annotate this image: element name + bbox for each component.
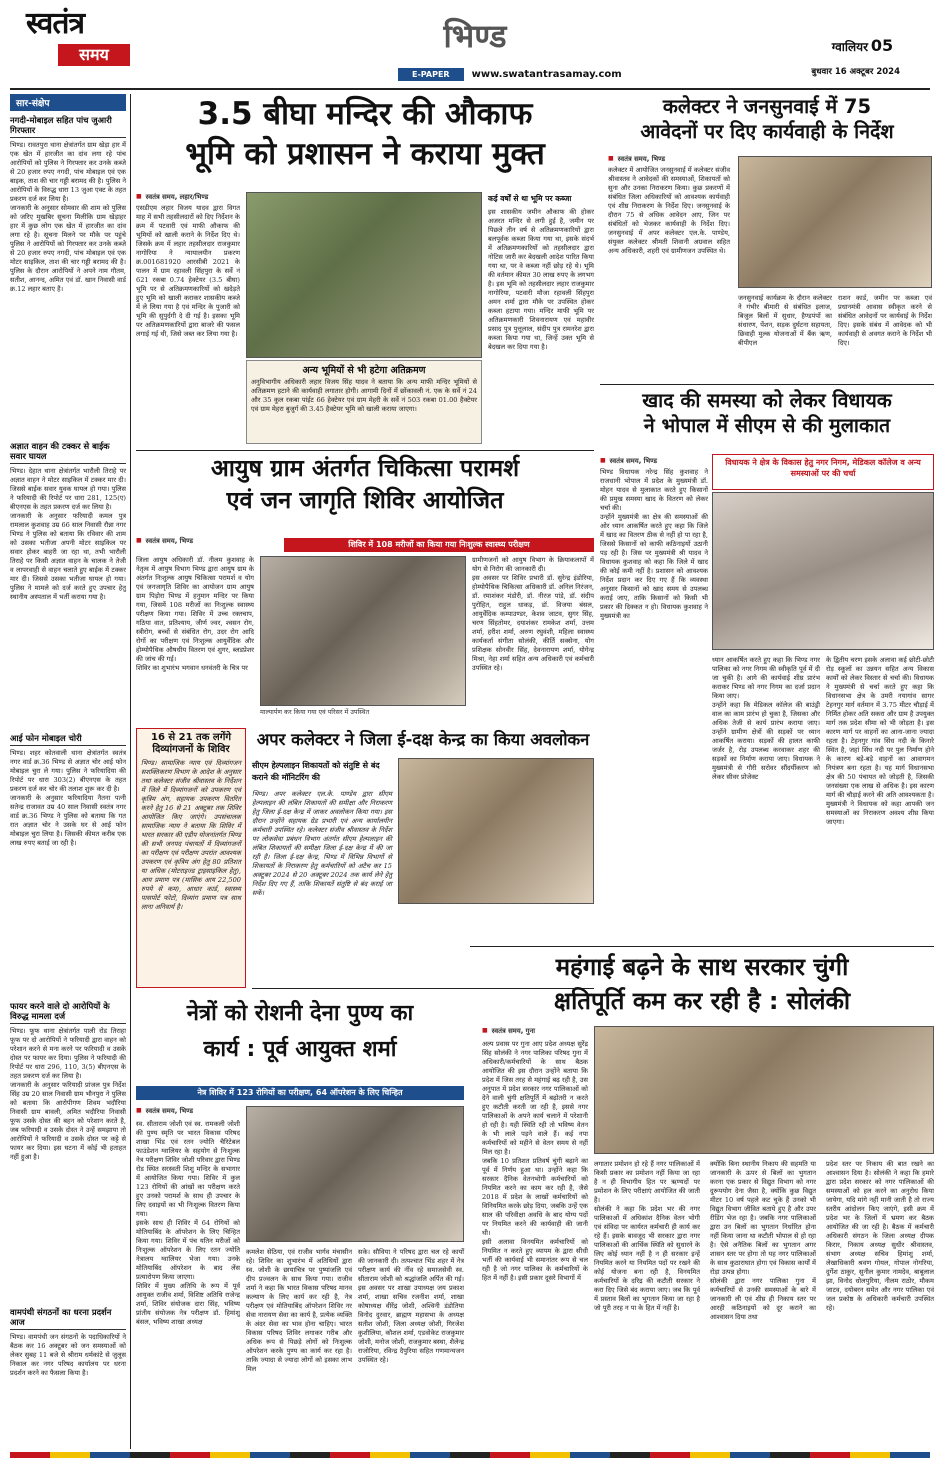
- article-photo-hearing: [738, 156, 932, 288]
- article-byline: ■ स्वतंत्र समय, भिण्ड: [136, 1106, 246, 1115]
- box-body: भिण्ड। सामाजिक न्याय एवं दिव्यांगजन सशक्तिकरण विभाग के आदेश के अनुसार तथा कलेक्टर संजीव श्रीवास्तव के निर्देशन में जिले में दिव्यांगजनों को उपकरण एवं कृत्रिम अंग, सहायक उपकरण वितरित करने हेतु 16 से 21 अक्टूबर तक शिविर आयोजित किए जाएंगे। उपसंचालक सामाजिक न्याय ने बताया कि शिविर में भारत सरकार की एडीप योजनांतर्गत भिण्ड की सभी जनपद पंचायतों में दिव्यांगजनों का परीक्षण एवं परीक्षण उपरांत आवश्यक उपकरण एवं कृत्रिम अंग हेतु 80 प्रतिशत या अधिक (मोटराइज्ड ट्राइसाइकिल हेतु), आय प्रमाण पत्र (मासिक आय 22,500 रुपये से कम), आधार कार्ड, स्वास्थ्य पासपोर्ट फोटो, दिव्यांग प्रमाण पत्र साथ लाना अनिवार्य है।: [141, 759, 244, 911]
- photo-caption: माल्यार्पण कर किया गया एवं परिसर में उपस्थित: [260, 708, 370, 716]
- logo-top-word: स्वतंत्र: [26, 6, 85, 41]
- article-photo-field: [246, 192, 482, 358]
- article-photo-camp: [260, 556, 466, 706]
- sidebar-item-title: नगदी-मोबाइल सहित पांच जुआरी गिरफ्तार: [10, 115, 126, 138]
- sidebar-header: सार-संक्षेप: [10, 94, 126, 111]
- headline-line: आवेदनों पर दिए कार्यवाही के निर्देश: [640, 120, 894, 143]
- page-number: 05: [870, 36, 894, 55]
- article-body: स्व. सीताराम जोशी एवं स्व. रामकली जोशी की पुण्य स्मृति पर भारत विकास परिषद शाखा भिंड एवं रतन ज्योति चैरिटेबल फाउंडेशन ग्वालियर के सहयोग से निःशुल्क नेत्र परीक्षण शिविर जोशी परिवार द्वारा भिण्ड रोड स्थित सरस्वती शिशु मन्दिर के सभागार में आयोजित किया गया। शिविर में कुल 123 रोगियों की आंखों का परीक्षण करते हुए उनको परामर्श के साथ ही उपचार के लिए दवाइयों का भी निःशुल्क वितरण किया गया। इसके साथ ही शिविर में 64 रोगियों को मोतियाबिंद के ऑपरेशन के लिए चिन्हित किया गया। शिविर में पंच यतिन मरीजों को निःशुल्क ऑपरेशन के लिए रतन ज्योति नेत्रालय ग्वालियर भेजा गया। उनके मोतियाबिंद ऑपरेशन के बाद लेंस प्रत्यारोपण किया जाएगा। शिविर में मुख्य अतिथि के रूप में पूर्व आयुक्त राजीव शर्मा, विशिष्ट अतिथि राजेन्द्र शर्मा, शिविर संयोजक दारा सिंह, भविष्य प्रांतीय संयोजक नेत्र परीक्षण डॉ. हिमांशु बंसल, भविष्य शाखा अध्यक्ष: [136, 1120, 240, 1326]
- headline-line: खाद की समस्या को लेकर विधायक: [642, 389, 892, 412]
- sub-heading: कई वर्षों से था भूमि पर कब्जा: [488, 194, 572, 203]
- edition-name: भिण्ड: [443, 17, 507, 55]
- article-photo-office: [398, 758, 594, 904]
- article-body: जनसुनवाई कार्यक्रम के दौरान कलेक्टर ने गंभीर बीमारी से संबंधित इलाज, बिजुल बिलों में सुधार, हैण्डपंपों का संधारण, पेंशन, सड़क दुर्घटना सहायता, छिवाही मुल्क योजनाओं में बैंक ऋण, बीपीएल: [738, 294, 835, 347]
- article-photo-eye-camp: [246, 1106, 464, 1242]
- article-collector: [600, 94, 934, 380]
- article-photo-meeting-hall: [594, 1026, 934, 1154]
- article-headline: [600, 94, 934, 144]
- sidebar-item-body: भिण्ड। शहर कोतवाली थाना क्षेत्रांतर्गत स्वतंत्र नगर वार्ड क्र.36 भिण्ड से अज्ञात चोर आई फोन मोबाइल चुरा ले गया। पुलिस ने फरियादिया की रिपोर्ट पर धारा 303(2) बीएनएस के तहत प्रकरण दर्ज कर चोर की तलाश शुरू कर दी है। जानकारी के अनुसार फरियादिया नैतना पत्नी सतेन्द्र राजावत उम्र 40 साल निवासी स्वतंत्र नगर वार्ड क्र.36 भिण्ड ने पुलिस को बताया कि गत रात अज्ञात चोर ने उसके घर से आई फोन मोबाइल चुरा लिया है। जिसकी कीमत करीब एक लाख रुपए बताई जा रही है।: [10, 749, 126, 847]
- sidebar-item: [10, 115, 126, 435]
- red-strap: शिविर में 108 मरीजों का किया गया निःशुल्क स्वास्थ्य परीक्षण: [284, 538, 594, 552]
- sidebar-item-body: भिण्ड। फूफ थाना क्षेत्रांतर्गत पाली रोड तिराहा फूफ पर दो आरोपियों ने फरियादी द्वारा वाहन को परेशान करने से मना करने पर फरियादी व उसके दोस्त पर फायर कर दिया। पुलिस ने फरियादी की रिपोर्ट पर धारा 296, 110, 3(5) बीएनएस के तहत प्रकरण दर्ज कर लिया है। जानकारी के अनुसार फरियादी प्रांजल पुत्र निर्देश सिंह उम्र 20 साल निवासी ग्राम भौनपुरा ने पुलिस को बताया कि आरोपीगण शिवम भदौरिया निवासी ग्राम बावली, अमित भदौरिया निवासी फूफ उसके दोस्त की बहन को परेशान करते है, जब फरियादी व उसके दोस्त ने उन्हें समझाया तो आरोपियों ने फरियादी व उसके दोस्त पर कट्टे से फायर कर दिया। इस घटना में कोई भी हताहत नहीं हुआ है।: [10, 1027, 126, 1161]
- article-ayush: [136, 450, 594, 722]
- article-body: कलेक्टर में आयोजित जनसुनवाई में कलेक्टर संजीव श्रीवास्तव ने आवेदकों की समस्याओं, शिकायतों को सुना और उनका निराकरण किया। कुछ प्रकरणों में संबंधित जिला अधिकारियों को आवश्यक कार्यवाही एवं शीघ्र निराकरण के निर्देश दिए। जनसुनवाई के दौरान 75 से अधिक आवेदन आए, जिन पर संबंधितों को भेजकर कार्यवाही के निर्देश दिए। जनसुनवाई में अपर कलेक्टर एल.के. पाण्डेय, संयुक्त कलेक्टर श्रीमती शिवानी अग्रवाल सहित अन्य अधिकारी, शहरी एवं ग्रामीणजन उपस्थित थे।: [608, 166, 733, 255]
- article-body: क्योंकि बिना स्थानीय निकाय की सहमति या जानकारी के ऊपर से बिलों का भुगतान करना एक प्रकार से विद्युत विभाग को नगर दुरूपयोग देना जैसा है, क्योंकि कुछ विद्युत मीटर 10 वर्ष पहले कट चुके हैं उनको भी विद्युत विभाग जीवित बताये हुए है और उपर रीडिंग भेज रहा है। जबकि नगर पालिकाओं द्वारा उन बिलों का भुगतान निर्धारित होना नहीं किया जाना था कटौती भोपाल से हो रहा है। ऐसे अनैतिक बिलों का भुगतान अगर शासन स्तर पर होगा तो यह नगर पालिकाओं के साथ कुठाराघात होगा एवं विकास कार्यों में रोड़ा उत्पन्न होगा। सोलंकी द्वारा नगर पालिका गुना में कर्मचारियों से उनकी समस्याओं के बारे में जानकारी ली एवं शीघ्र ही निकाय स्तर पर आरही कठिनाइयों को दूर कराने का आश्वासन दिया तथा: [710, 1160, 816, 1321]
- article-body: लगातार प्रमोशन हो रहे हैं नगर पालिकाओं में किसी प्रकार का प्रमोशन नहीं किया जा रहा है न ही विभागीय हित पर ऋण्यदों पर प्रमोशन के लिए परीक्षाएं आयोजित की जाती है। सोलंकी ने कहा कि प्रदेश भर की नगर पालिकाओं में अधिकांश दैनिक वेतन भोगी एवं संविदा पर कार्यरत कर्मचारी ही कार्य कर रहे हैं। इसके बावजूद भी सरकार द्वारा नगर पालिकाओं की आर्थिक स्थिति को सुधारने के लिए कोई ध्यान नहीं है न ही सरकार इन्हें नियमित करने या नियमित पदों पर रखने की कोई योजना बना रही है, विनयमित कर्मचारियों के दरिद्र की कटौती सरकार ने करा दिए जिसे बंद कराया जाए। जब कि पूर्व में प्रस्ताव बिलों का भुगतान किया जा रहा है जो पूरी तरह न पा के हित में नहीं है।: [594, 1160, 700, 1312]
- article-photo-meeting: [712, 492, 934, 650]
- headline-line: नेत्रों को रोशनी देना पुण्य का: [186, 1001, 414, 1026]
- headline-line: ने भोपाल में सीएम से की मुलाकात: [643, 414, 891, 437]
- sidebar-item: [10, 1001, 126, 1301]
- article-body: इस शासकीय जमीन औकाफ की होकर अजरत मन्दिर से लगी हुई है, जमीन पर पिछले तीन वर्ष से अतिक्रमणकारियों द्वारा बलपूर्वक कब्जा किया गया था, इसके संदर्भ में अतिक्रमणकारियों को तहसीलदार द्वारा नोटिस जारी कर बेदखली आदेश पारित किया गया था, पर वे कब्जा नहीं छोड़ रहे थे। भूमि की वर्तमान कीमत 30 लाख रुपए के लगभग है। इस भूमि को तहसीलदार लहार राजकुमार नागोरिया, पटवारी मौजा रहावली सिंहपुरा अमन शर्मा द्वारा मौके पर उपस्थित होकर कब्जा हटाया गया। मन्दिर माफी भूमि पर अतिक्रमणकारी शिवनारायण एवं महावीर प्रसाद पुत्र पुत्तूलाल, संदीप पुत्र रामनरेश द्वारा कब्जा किया गया था, जिन्हें उक्त भूमि से बेदखल कर दिया गया है।: [488, 208, 597, 351]
- sidebar-divider: [130, 94, 131, 1449]
- sidebar-item-body: भिण्ड। रावतपुरा थाना क्षेत्रांतर्गत ग्राम खेड़ा हार में एक खेत में हारजीत का दांव लगा रहे पांच आरोपियों को पुलिस ने गिरफ्तार कर उनके कब्जे से 20 हजार रुपए नगदी, पांच मोबाइल एवं एक बाइक, ताश की चार गड्डी बरामद की है। पुलिस ने आरोपियों के विरुद्ध धारा 13 जुआ एक्ट के तहत प्रकरण दर्ज कर लिया है। जानकारी के अनुसार सोमवार की शाम को पुलिस को जरिए मुखबिर सूचना मिलीकि ग्राम खेड़ाहर हार में कुछ लोग एक खेत में हारजीत का दांव लगा रहे है। सूचना मिलने पर मौके पर पहुंचे पुलिस ने आरोपियों को गिरफ्तार कर उनके कब्जे से 20 हजार रुपए नगदी, पांच मोबाइल एवं एक मोटर साइकिल, ताश की चार गड्डी बरामद की है। पुलिस के दौरान आरोपियों ने अपने नाम गौतम, सतीश, आनन्द, अमित एवं डॉ. खान निवासी वार्ड क्र.12 लहार बताए है।: [10, 141, 126, 293]
- headline-line: भूमि को प्रशासन ने कराया मुक्त: [185, 136, 545, 172]
- inset-box: [246, 360, 482, 444]
- epaper-label: E-PAPER: [398, 68, 464, 81]
- article-mehangai: [470, 946, 937, 1449]
- inset-body: अनुविभागीय अधिकारी लहार विजय सिंह यादव ने बताया कि अन्य माफी मन्दिर भूमियों से अतिक्रमण हटाने की कार्यवाही लगातार होगी। आगामी दिनों में छोंकावली नं. एक के सर्वे नं 24 और 35 कुल रकबा पांईट 66 हेक्टेयर एवं ग्राम मेहरी के सर्वे नं 503 रकबा 01.00 हैक्टेयर एवं ग्राम मेहरा बुजुर्ग की 3.45 हैक्टेयर भूमि को खाली कराया जाएगा।: [251, 378, 480, 413]
- article-byline: ■ स्वतंत्र समय, भिण्ड: [608, 154, 718, 163]
- article-vidhayak: [600, 384, 937, 940]
- sidebar: [10, 94, 129, 1449]
- article-headline: [600, 388, 934, 438]
- article-top-rule: [136, 450, 594, 451]
- article-netra: [136, 996, 467, 1449]
- article-top-rule: [600, 384, 934, 385]
- brand-logo: [26, 4, 132, 84]
- article-byline: ■ स्वतंत्र समय, भिण्ड: [136, 536, 246, 545]
- sidebar-item-title: वामपंथी संगठनों का धरना प्रदर्शन आज: [10, 1307, 126, 1330]
- article-temple: [136, 94, 597, 446]
- headline-line: दिव्यांगजनों के शिविर: [152, 744, 230, 755]
- article-body: जिला आयुष अधिकारी डॉ. नीलम कुशवाह के नेतृत्व में आयुष विभाग भिण्ड द्वारा आयुष ग्राम के अंतर्गत निःशुल्क आयुष चिकित्सा परामर्श व योग एवं जनजागृति शिविर का आयोजन ग्राम आयुष ग्राम पिड़ोरा भिण्ड में हनुमान मन्दिर पर किया गया, जिसमें 108 मरीजों का निःशुल्क स्वास्थ्य परीक्षण किया गया। शिविर में उच्च रक्तचाप, गठिया वात, प्रतिश्याय, जीर्ण ज्वर, श्वसन रोग, स्त्रीरोग, बच्चों से संबंधित रोग, उदर रोग आदि रोगों का परीक्षण एवं निःशुल्क आयुर्वेदिक और होम्योपैथिक औषधीय वितरण एवं शुगर, ब्लडप्रेशर की जांच की गई। शिविर का शुभारंभ भगवान धनवंतरी के चित्र पर: [136, 556, 254, 672]
- article-body: राशन कार्ड, जमीन पर कब्जा एवं प्रधानमंत्री आवास स्वीकृत करने से संबंधित आवेदनों पर कार्यवाई के निर्देश दिए। इसके संबंध में आवेदक को भी कार्यवाही से अवगत कराने के निर्देश भी दिए।: [838, 294, 935, 347]
- article-body: अल्प प्रवास पर गुना आए प्रदेश अध्यक्ष सुरेंद्र सिंह सोलंकी ने नगर पालिका परिषद गुना में अधिकारी/कर्मचारियों के साथ बैठक आयोजित की इस दौरान उन्होंने बताया कि प्रदेश में जिस तरह से महंगाई बढ़ रही है, उस अनुपात में प्रदेश सरकार नगर पालिकाओं को देने वाली चुंगी क्षतिपूर्ति में बढ़ोतरी न करते हुए कटौती करती जा रही है, इससे नगर पालिकाओं के अपने कार्य चलाने में परेशानी हो रही है। यही स्थिति रही तो भविष्य वेतन के भी लाले पड़ने वाले हैं। कई नपा कर्मचारियों को महीने से वेतन समय से नहीं मिल रहा है। जबकि 10 प्रतिशत प्रतिवर्ष चुंगी बढ़ाने का पूर्व में निर्णय हुआ था। उन्होंने कहा कि सरकार दैनिक वेतनभोगी कर्मचारियों को नियमित करने का काम कर रही है, जैसे 2018 में प्रदेश के लाखों कर्मचारियों को विनियमित करके छोड़ दिया, जबकि उन्हें एक साल की परिवीक्षा अवधि के बाद योग्य पदों पर नियमित करने की कार्यवाही की जानी थी। इसी अलावा विनयमित कर्मचारियों को नियमित न करते हुए व्यापम के द्वारा सीधी भर्ती की कार्यवाई भी समानांतर रूप से चल रही है जो नगर पालिका के कर्मचारियों के हित में नहीं है। इसी प्रकार दूसरे विभागों में: [482, 1040, 588, 1282]
- article-body: एसडीएम लहार विजय यादव द्वारा विगत माह में सभी तहसीलदारों को दिए निर्देशन के क्रम में पटवारी एवं माफी औकाफ की भूमियों को खाली कराने के निर्देश दिए थे। जिसके क्रम में लहार तहसीलदार राजकुमार नागोरिया ने न्यायालयीन प्रकरण क्र.001681920 आरसीबी 2021 के पालन में ग्राम रहावली सिंहपुरा के सर्वे नं 621 रकबा 0.74 हेक्टेयर (3.5 बीघा) भूमि पर से अतिक्रमणकारियों को खदेड़ते हुए भूमि को खाली कराकर शासकीय कब्जे में ले लिया गया है एवं मन्दिर के पुजारी को भूमि की सुपुर्दगी दे दी गई है। इसका भूमि पर अतिक्रमणकारियों द्वारा बाजरे की फसल लगाई गई थी, जिसे जब्त कर लिया गया है।: [136, 204, 243, 338]
- headline-line: 3.5 बीघा मन्दिर की औकाफ: [197, 96, 533, 132]
- headline-line: कलेक्टर ने जनसुनवाई में 75: [662, 95, 872, 118]
- article-byline: ■ स्वतंत्र समय, लहार/भिण्ड: [136, 192, 256, 201]
- article-headline: [136, 452, 594, 516]
- article-headline: [136, 94, 594, 174]
- city-label: ग्वालियर: [831, 40, 868, 54]
- article-body: कमलेश सेठिया, एवं राजीव भार्गव मंचासीन रहे। शिविर का शुभारंभ में अतिथियों द्वारा स्व. जोशी के छायाचित्र पर पुष्पांजलि एवं दीप प्रज्वलन के साथ किया गया। राजीव शर्मा ने कहा कि भारत विकास परिषद मानव कल्याण के लिए कार्य कर रही है, नेत्र परीक्षण एवं मोतियाबिंद ऑपरेशन शिविर नर सेवा नारायण सेवा का कार्य है, प्रत्येक व्यक्ति के अंदर सेवा का भाव होना चाहिए। भारत विकास परिषद शिविर लगाकर गरीब और अधिक रूप से पिछड़े लोगों को निःशुल्क ऑपरेशन करके पुण्य का कार्य कर रहा है। ताकि ज्यादा से ज्यादा लोगों को इसका लाभ मिल: [246, 1248, 355, 1373]
- headline-line: 16 से 21 तक लगेंगे: [151, 732, 231, 743]
- sidebar-item: [10, 441, 126, 727]
- article-top-rule: [470, 946, 934, 947]
- sidebar-item-body: भिण्ड। वामपंथी जन संगठनों के पदाधिकारियों ने बैठक कर 16 अक्टूबर को जन समस्याओं को लेकर सुबह 11 बजे से श्रीराम धर्मकांटे से जुलूस निकाल कर नगर परिषद कार्यालय पर धरना प्रदर्शन करने का फैसला किया है।: [10, 1333, 129, 1377]
- article-body: प्रदेश स्तर पर निकाय की बात रखने का आश्वासन दिया है। सोलंकी ने कहा कि हमारे द्वारा प्रदेश सरकार को नगर पालिकाओं की समस्याओं को हल करने का अनुरोध किया जायेगा, यदि मांगे नहीं मानी जाती है तो राज्य स्तरीय आंदोलन किए जाएंगे, इसी क्रम में प्रदेश भर के जिलों में भ्रमण कर बैठक आयोजित की जा रही है। बैठक में कर्मचारी अधिकारी संगठन के जिला अध्यक्ष दीपक किरार, निकाय अध्यक्ष सुधीर श्रीवास्तव, संभाग अध्यक्ष सचिव हिमांशु शर्मा, लेखाधिकारी श्रवण गोयल, गोपाल नोगरिया, दुर्गेश ठाकुर, सुनील कुमार नामदेव, बाबूलाल झा, विनोद धोलपुरिया, नीलम राठोर, मौकम जाटव, दयोबरन समेत और नगर पालिका एवं जल प्रकोष्ठ के अधिकारी कर्मचारी उपस्थित रहे।: [826, 1160, 937, 1312]
- sub-heading: सीएम हेल्पलाइन शिकायतों को संतुष्टि से बंद कराने की मॉनिटरिंग की: [252, 761, 380, 782]
- headline-line: आयुष ग्राम अंतर्गत चिकित्सा परामर्श: [210, 454, 520, 482]
- article-camp-box: [136, 728, 246, 988]
- inset-heading: अन्य भूमियों से भी हटेगा अतिक्रमण: [302, 365, 426, 376]
- article-headline: [136, 996, 464, 1068]
- sidebar-item-title: अज्ञात वाहन की टक्कर से बाईक सवार घायल: [10, 441, 126, 464]
- logo-bottom-word: समय: [58, 44, 130, 66]
- headline-line: कार्य : पूर्व आयुक्त शर्मा: [203, 1037, 397, 1062]
- red-strap: नेत्र शिविर में 123 रोगियों का परीक्षण, 64 ऑपरेशन के लिए चिन्हित: [136, 1086, 464, 1100]
- article-body: भिण्ड। अपर कलेक्टर एल.के. पाण्डेय द्वारा सीएम हेल्पलाइन की लंबित शिकायतों की समीक्षा और निराकरण हेतु जिला ई-दक्ष केन्द्र में जाकर अवलोकन किया गया। इस दौरान उन्होंने सहायक ग्रेड प्रभारी एवं अन्य कार्यालयीन कर्मचारी उपस्थित रहे। कलेक्टर संजीव श्रीवास्तव के निर्देश पर लोकसेवा प्रबंधन विभाग अंतर्गत सीएम हेल्पलाइन की लंबित शिकायतों की समीक्षा जिला ई-दक्ष केन्द्र में की जा रही है। जिला ई-दक्ष केन्द्र, भिण्ड में विभिन्न विभागों से शिकायतों के निराकरण हेतु कर्मचारियों को अटैच कर 15 अक्टूबर 2024 से 20 अक्टूबर 2024 तक कार्य लेने हेतु निर्देश दिए गए हैं, ताकि शिकायतें संतुष्टि से बंद कराई जा सकें।: [252, 790, 395, 897]
- headline-line: क्षतिपूर्ति कम कर रही है : सोलंकी: [553, 987, 851, 1015]
- article-byline: ■ स्वतंत्र समय, गुना: [482, 1026, 592, 1035]
- box-headline: [141, 732, 241, 756]
- masthead-rule: [10, 88, 930, 90]
- article-body: ग्रामीणजनों को आयुष विभाग के क्रियाकलापों में योग से निरोग की जानकारी दी। इस अवसर पर शिविर प्रभारी डॉ. सुरेन्द्र इंडोरिया, होम्योपैथिक चिकित्सा अधिकारी डॉ. अनिल निरंजन, डॉ. रमाशंकर मंडोरी, डॉ. नीरज पांडे, डॉ. संदीप पुरोहित, राहुल धाकड़, डॉ. विजया बंसल, आयुर्वेदिक कम्पाउण्डर, केशव जाटव, सुगर सिंह, चरण सिंहतोमर, दयाशंकर रामकेश शर्मा, उत्तम शर्मा, हरीश शर्मा, अरुण रघुवंशी, महिला स्वास्थ्य कार्यकर्ता संगीता सोलंकी, कीर्ति सक्सेना, योग प्रशिक्षक सोनवीर सिंह, देवनारायण शर्मा, योगेन्द्र मिश्रा, नेहा शर्मा सहित अन्य अधिकारी एवं कर्मचारी उपस्थित रहे।: [472, 556, 594, 672]
- headline-line: महंगाई बढ़ने के साथ सरकार चुंगी: [555, 953, 849, 981]
- website-link[interactable]: www.swatantrasamay.com: [471, 68, 622, 80]
- article-byline: ■ स्वतंत्र समय, भिण्ड: [600, 456, 710, 465]
- sidebar-item: [10, 1307, 129, 1457]
- headline-line: एवं जन जागृति शिविर आयोजित: [226, 486, 504, 514]
- article-body: ध्यान आकर्षित करते हुए कहा कि भिण्ड नगर पालिका को नगर निगम की स्वीकृति पूर्व में दी जा चुकी है। आगे की कार्यवाई शीघ्र प्रारंभ कराकर भिण्ड को नगर निगम का दर्जा प्रदान किया जाए। उन्होंने कहा कि मेडिकल कॉलेज की बाउंड्री वाल का काम प्रारंभ हो चुका है, जिसका और अधिक तेजी से कार्य प्रारंभ कराया जाए। उन्होंने ग्रामीण क्षेत्रों की सड़कों पर ध्यान आकर्षित कराया। सड़कों की हालत काफी जर्जर है, रोड़ उपलब्ध करवाकर शहर की सड़कों का निर्माण कराया जाए। विधायक ने मुख्यमंत्री से गौरी सरोवर सौंदर्यीकरण को लेकर सीवर प्रोजेक्ट: [712, 656, 820, 781]
- article-headline: अपर कलेक्टर ने जिला ई-दक्ष केन्द्र का किया अवलोकन: [256, 730, 590, 749]
- article-headline: [470, 950, 934, 1018]
- sidebar-item: [10, 733, 126, 995]
- epaper-strip: [398, 66, 778, 82]
- footer-registration-bar: [10, 1452, 930, 1458]
- sidebar-item-title: फायर करने वाले दो आरोपियों के विरुद्ध मामला दर्ज: [10, 1001, 126, 1024]
- issue-date: बुधवार 16 अक्टूबर 2024: [811, 67, 900, 77]
- photo-strap: विधायक ने क्षेत्र के विकास हेतु नगर निगम, मेडिकल कॉलेज व अन्य समस्याओं पर की चर्चा: [712, 454, 934, 490]
- sidebar-item-body: भिण्ड। देहात थाना क्षेत्रांतर्गत भारौली तिराहे पर अज्ञात वाहन ने मोटर साइकिल में टक्कर मार दी। जिससे बाईक सवार युवक घायल हो गया। पुलिस ने फरियादी की रिपोर्ट पर धारा 281, 125(ए) बीएनएस के तहत प्रकरण दर्ज कर लिया है। जानकारी के अनुसार फरियादी कमल पुत्र रामलाल कुशवाह उम्र 66 साल निवासी रौन्ना नगर भिण्ड ने पुलिस को बताया कि रविवार की शाम को उसका भतीजा अपनी मोटर साइकिल पर सवार होकर बाहरी जा रहा था, तभी भारौली तिराहे पर किसी अज्ञात वाहन के चालक ने तेजी व लापरवाही से वाहन चलाते हुए बाईक में टक्कर मार दी। जिससे उसका भतीजा घायल हो गया। पुलिस ने मामले को दर्ज करते हुए उपचार हेतु स्थानीय अस्पताल में भर्ती कराया गया है।: [10, 467, 126, 601]
- article-body: भिण्ड विधायक नरेन्द्र सिंह कुशवाह ने राजधानी भोपाल में प्रदेश के मुख्यमंत्री डॉ. मोहन यादव से मुलाकात करते हुए किसानों की प्रमुख समस्या खाद के वितरण को लेकर चर्चा की। उन्होंने मुख्यमंत्री का क्षेत्र की समस्याओं की ओर ध्यान आकर्षित करते हुए कहा कि जिले में खाद का वितरण ठीक से नहीं हो पा रहा है, जिससे किसानों को काफी कठिनाइयों उठानी पड़ रही है। जिस पर मुख्यमंत्री श्री यादव ने विधायक कुशवाह को कहा कि जिले में खाद की कोई कमी नहीं है। प्रशासन को आवश्यक निर्देश प्रदान कर दिए गए हैं कि व्यवस्था अनुसार किसानों को खाद समय से उपलब्ध कराई जाए, ताकि किसानों को किसी भी प्रकार की दिक्कत न हो। विधायक कुशवाह ने मुख्यमंत्री का: [600, 468, 708, 620]
- sidebar-item-title: आई फोन मोबाइल चोरी: [10, 733, 126, 746]
- article-body: सके। सौविया ने परिषद द्वारा चल रहे कार्यों की जानकारी दी। तत्पश्चात भिंड शहर में नेत्र परीक्षण कार्य की नींव रहे समाजसेवी स्व. सीताराम जोशी को श्रद्धांजलि अर्पित की गई। इस अवसर पर शाखा उपाध्यक्ष जय प्रकाश शर्मा, शाखा सचिव रजनीश शर्मा, शाखा कोषाध्यक्ष वीरेंद्र जोशी, अश्विनी डंडोतिया विनोद दुरवार, ब्राह्मण महासभा के अध्यक्ष सतीश जोशी, जिला अध्यक्ष जोशी, गिरजेश कुशीलिया, कौशल शर्मा, एडवोकेट राजकुमार जोशी, मनोज जोशी, राजकुमार बस्था, शैलेन्द्र राजोरिया, रविन्द्र दैपुरिया सहित गणमान्यजन उपस्थित रहे।: [358, 1248, 467, 1364]
- masthead: [0, 0, 945, 92]
- article-body: के द्वितीय चरण इसके अलावा कई छोटी-छोटी रोड़ स्कूलों का उन्नयन सहित अन्य विकास कार्यों को लेकर विस्तार से चर्चा की। विधायक ने मुख्यमंत्री से चर्चा करते हुए कहा कि विधानसभा क्षेत्र के उमरी नयागांव सागर टेहनगुर मार्ग वर्तमान में 3.75 मीटर चौड़ाई में निर्मित होकर अति सकरा और ग्राम है उपयुक्त मार्ग तक प्रदेश सीमा को भी जोड़ता है। इस कारण मार्ग पर वाहनों का आना-जाना ज्यादा रहता है। टेहनगुर गांव सिंध नदी के किनारे स्थित है, जहां सिंध नदी पर पुल निर्माण होने के कारण बड़े-बड़े वाहनों का आवागमन नियंत्रण बना रहता है। यह मार्ग विधानसभा क्षेत्र की 50 पंचायत को जोड़ती है, जिसकी जनसंख्या एक लाख से अधिक है। इस कारण मार्ग की चौड़ाई करने की अति आवश्यकता है। मुख्यमंत्री ने विधायक को कहा आपकी जन समस्याओं का निराकरण अवश्य शीघ्र किया जाएगा।: [826, 656, 937, 826]
